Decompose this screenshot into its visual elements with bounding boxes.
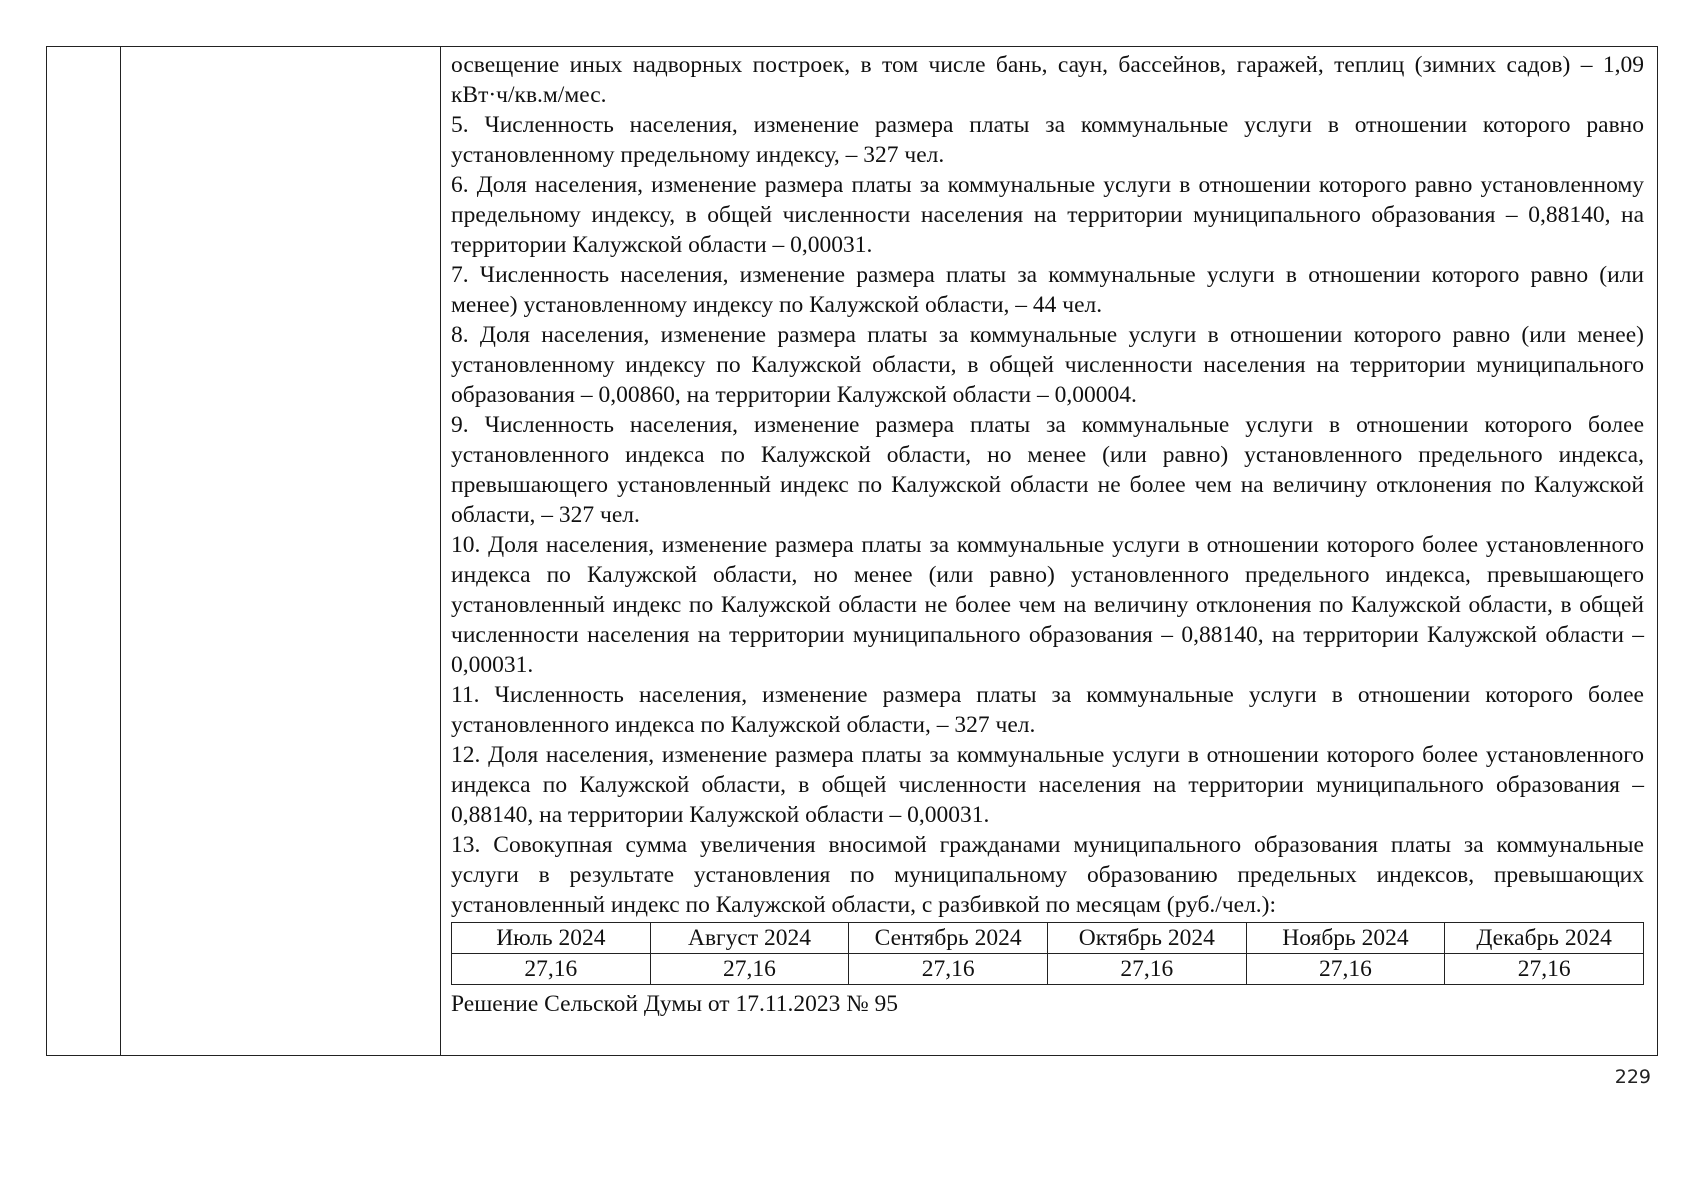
- paragraph-item-7: 7. Численность населения, изменение размера платы за коммунальные услуги в отношении которого равно (или менее) установленному индексу по Калужской области, – 44 чел.: [451, 262, 1644, 318]
- paragraph-item-11: 11. Численность населения, изменение размера платы за коммунальные услуги в отношении которого более установленного индекса по Калужской области, – 327 чел.: [451, 682, 1644, 738]
- monthly-amounts-table: [451, 922, 1644, 985]
- paragraph-item-8: 8. Доля населения, изменение размера платы за коммунальные услуги в отношении которого равно (или менее) установленному индексу по Калужской области, в общей численности населения на территории муниципального образования – 0,00860, на территории Калужской области – 0,00004.: [451, 322, 1644, 408]
- table-column-divider-1: [120, 47, 121, 1055]
- decision-reference: Решение Сельской Думы от 17.11.2023 № 95: [451, 991, 899, 1017]
- cell-text-content: [451, 50, 1644, 1019]
- month-header-cell: Декабрь 2024: [1445, 923, 1644, 954]
- amount-cell: 27,16: [452, 954, 651, 985]
- amount-cell: 27,16: [650, 954, 849, 985]
- month-header-cell: Ноябрь 2024: [1246, 923, 1445, 954]
- paragraph-item-10: 10. Доля населения, изменение размера платы за коммунальные услуги в отношении которого более установленного индекса по Калужской области, но менее (или равно) установленного предельного индекса, превышающего установленный индекс по Калужской области не более чем на величину отклонения по Калужской области, в общей численности населения на территории муниципального образования – 0,88140, на территории Калужской области – 0,00031.: [451, 532, 1644, 678]
- paragraph-item-12: 12. Доля населения, изменение размера платы за коммунальные услуги в отношении которого более установленного индекса по Калужской области, в общей численности населения на территории муниципального образования – 0,88140, на территории Калужской области – 0,00031.: [451, 742, 1644, 828]
- table-column-divider-2: [440, 47, 441, 1055]
- month-header-cell: Сентябрь 2024: [849, 923, 1048, 954]
- paragraph-item-9: 9. Численность населения, изменение размера платы за коммунальные услуги в отношении которого более установленного индекса по Калужской области, но менее (или равно) установленного предельного индекса, превышающего установленный индекс по Калужской области не более чем на величину отклонения по Калужской области, – 327 чел.: [451, 412, 1644, 528]
- page-number: 229: [1614, 1066, 1651, 1088]
- month-header-cell: Август 2024: [650, 923, 849, 954]
- table-row: [452, 954, 1644, 985]
- amount-cell: 27,16: [849, 954, 1048, 985]
- paragraph-item-6: 6. Доля населения, изменение размера платы за коммунальные услуги в отношении которого равно установленному предельному индексу, в общей численности населения на территории муниципального образования – 0,88140, на территории Калужской области – 0,00031.: [451, 172, 1644, 258]
- table-header-row: [452, 923, 1644, 954]
- paragraph-item-5: 5. Численность населения, изменение размера платы за коммунальные услуги в отношении которого равно установленному предельному индексу, – 327 чел.: [451, 112, 1644, 168]
- paragraph-item-13: 13. Совокупная сумма увеличения вносимой гражданами муниципального образования платы за коммунальные услуги в результате установления по муниципальному образованию предельных индексов, превышающих установленный индекс по Калужской области, с разбивкой по месяцам (руб./чел.):: [451, 832, 1644, 918]
- amount-cell: 27,16: [1445, 954, 1644, 985]
- amount-cell: 27,16: [1047, 954, 1246, 985]
- month-header-cell: Октябрь 2024: [1047, 923, 1246, 954]
- paragraph-continuation: освещение иных надворных построек, в том числе бань, саун, бассейнов, гаражей, теплиц (зимних садов) – 1,09 кВт·ч/кв.м/мес.: [451, 52, 1644, 108]
- month-header-cell: Июль 2024: [452, 923, 651, 954]
- amount-cell: 27,16: [1246, 954, 1445, 985]
